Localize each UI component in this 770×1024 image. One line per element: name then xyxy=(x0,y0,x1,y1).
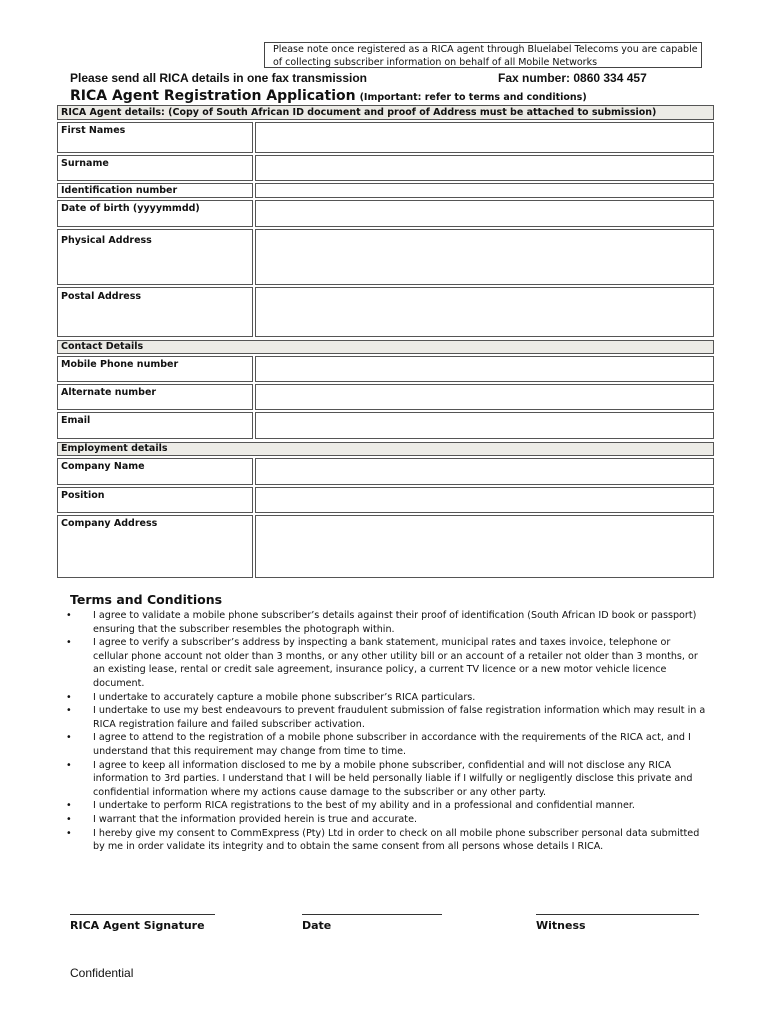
date-signature-line[interactable] xyxy=(302,914,442,915)
id-number-label-cell xyxy=(57,183,253,198)
position-label-cell xyxy=(57,487,253,513)
term-text: I agree to attend to the registration of a mobile phone subscriber in accordance with the requirements of the RICA act, and I understand that this requirement may change from time to time. xyxy=(93,732,691,757)
postal-address-label: Postal Address xyxy=(61,291,142,302)
witness-signature-line[interactable] xyxy=(536,914,699,915)
list-item xyxy=(66,759,706,800)
dob-label-cell xyxy=(57,200,253,227)
list-item xyxy=(66,731,706,758)
bullet: • xyxy=(66,705,72,717)
first-names-label-cell xyxy=(57,122,253,153)
mobile-label: Mobile Phone number xyxy=(61,359,179,370)
bullet: • xyxy=(66,813,72,825)
term-text: I agree to validate a mobile phone subscriber’s details against their proof of identification (South African ID book or passport) ensuring that the subscriber resembles the photograph within. xyxy=(93,610,697,635)
list-item xyxy=(66,813,706,827)
position-label: Position xyxy=(61,490,105,501)
list-item xyxy=(66,827,706,854)
surname-label: Surname xyxy=(61,158,109,169)
bullet: • xyxy=(66,637,72,649)
company-name-field[interactable] xyxy=(255,458,714,485)
bullet: • xyxy=(66,732,72,744)
first-names-label: First Names xyxy=(61,125,126,136)
term-text: I undertake to accurately capture a mobile phone subscriber’s RICA particulars. xyxy=(93,691,476,703)
list-item xyxy=(66,609,706,636)
email-label: Email xyxy=(61,415,91,426)
dob-field[interactable] xyxy=(255,200,714,227)
alternate-label: Alternate number xyxy=(61,387,157,398)
section-contact-label: Contact Details xyxy=(61,341,144,352)
dob-label: Date of birth (yyyymmdd) xyxy=(61,203,200,214)
terms-list xyxy=(66,609,706,854)
postal-address-label-cell xyxy=(57,287,253,337)
physical-address-field[interactable] xyxy=(255,229,714,285)
section-agent-label: RICA Agent details: (Copy of South African ID document and proof of Address must be attached to submission) xyxy=(61,107,657,118)
company-name-label: Company Name xyxy=(61,461,145,472)
date-label: Date xyxy=(302,919,332,932)
list-item xyxy=(66,636,706,690)
term-text: I hereby give my consent to CommExpress (Pty) Ltd in order to check on all mobile phone subscriber personal data submitted by me in order validate its integrity and to obtain the same consent from all persons whose details I RICA. xyxy=(93,827,700,853)
company-name-label-cell xyxy=(57,458,253,485)
company-address-field[interactable] xyxy=(255,515,714,578)
agent-signature-label: RICA Agent Signature xyxy=(70,919,205,932)
registration-note: Please note once registered as a RICA agent through Bluelabel Telecoms you are capable of collecting subscriber information on behalf of all Mobile Networks xyxy=(264,42,702,68)
bullet: • xyxy=(66,691,72,703)
first-names-field[interactable] xyxy=(255,122,714,153)
bullet: • xyxy=(66,610,72,621)
alternate-field[interactable] xyxy=(255,384,714,410)
alternate-label-cell xyxy=(57,384,253,410)
term-text: I warrant that the information provided herein is true and accurate. xyxy=(93,813,418,825)
surname-field[interactable] xyxy=(255,155,714,181)
physical-address-label-cell xyxy=(57,229,253,285)
physical-address-label: Physical Address xyxy=(61,235,152,246)
postal-address-field[interactable] xyxy=(255,287,714,337)
confidential-footer: Confidential xyxy=(70,966,134,980)
term-text: I agree to keep all information disclosed to me by a mobile phone subscriber, confidential and will not disclose any RICA information to 3rd parties. I understand that I will be held personally liable if I wilfully or negligently disclose this private and confidential information where my actions cause damage to the subscriber or any other party. xyxy=(93,759,693,798)
company-address-label: Company Address xyxy=(61,518,158,529)
term-text: I agree to verify a subscriber’s address by inspecting a bank statement, municipal rates and taxes invoice, telephone or cellular phone account not older than 3 months, or any other utility bill or an account of a retailer not older than 3 months, or an existing lease, rental or credit sale agreement, insurance policy, a current TV licence or a new motor vehicle licence document. xyxy=(93,637,698,689)
list-item xyxy=(66,704,706,731)
id-number-label: Identification number xyxy=(61,185,178,196)
section-employment-details xyxy=(57,442,714,456)
bullet: • xyxy=(66,800,72,812)
send-instruction: Please send all RICA details in one fax transmission xyxy=(70,71,367,85)
title-text: RICA Agent Registration Application xyxy=(70,88,356,104)
section-contact-details xyxy=(57,340,714,354)
email-label-cell xyxy=(57,412,253,439)
term-text: I undertake to use my best endeavours to prevent fraudulent submission of false registration information which may result in a RICA registration failure and failed subscriber activation. xyxy=(93,705,706,730)
mobile-label-cell xyxy=(57,356,253,382)
term-text: I undertake to perform RICA registrations to the best of my ability and in a professional and confidential manner. xyxy=(93,800,635,812)
id-number-field[interactable] xyxy=(255,183,714,198)
section-employment-label: Employment details xyxy=(61,443,168,454)
title-important-note: (Important: refer to terms and conditions) xyxy=(359,92,587,103)
agent-signature-line[interactable] xyxy=(70,914,215,915)
email-field[interactable] xyxy=(255,412,714,439)
list-item xyxy=(66,691,706,705)
mobile-field[interactable] xyxy=(255,356,714,382)
position-field[interactable] xyxy=(255,487,714,513)
fax-number: Fax number: 0860 334 457 xyxy=(498,71,647,85)
witness-label: Witness xyxy=(536,919,586,932)
terms-title: Terms and Conditions xyxy=(70,592,223,607)
company-address-label-cell xyxy=(57,515,253,578)
surname-label-cell xyxy=(57,155,253,181)
bullet: • xyxy=(66,827,72,839)
list-item xyxy=(66,799,706,813)
page-title xyxy=(70,88,587,104)
section-agent-details xyxy=(57,105,714,120)
bullet: • xyxy=(66,759,72,771)
